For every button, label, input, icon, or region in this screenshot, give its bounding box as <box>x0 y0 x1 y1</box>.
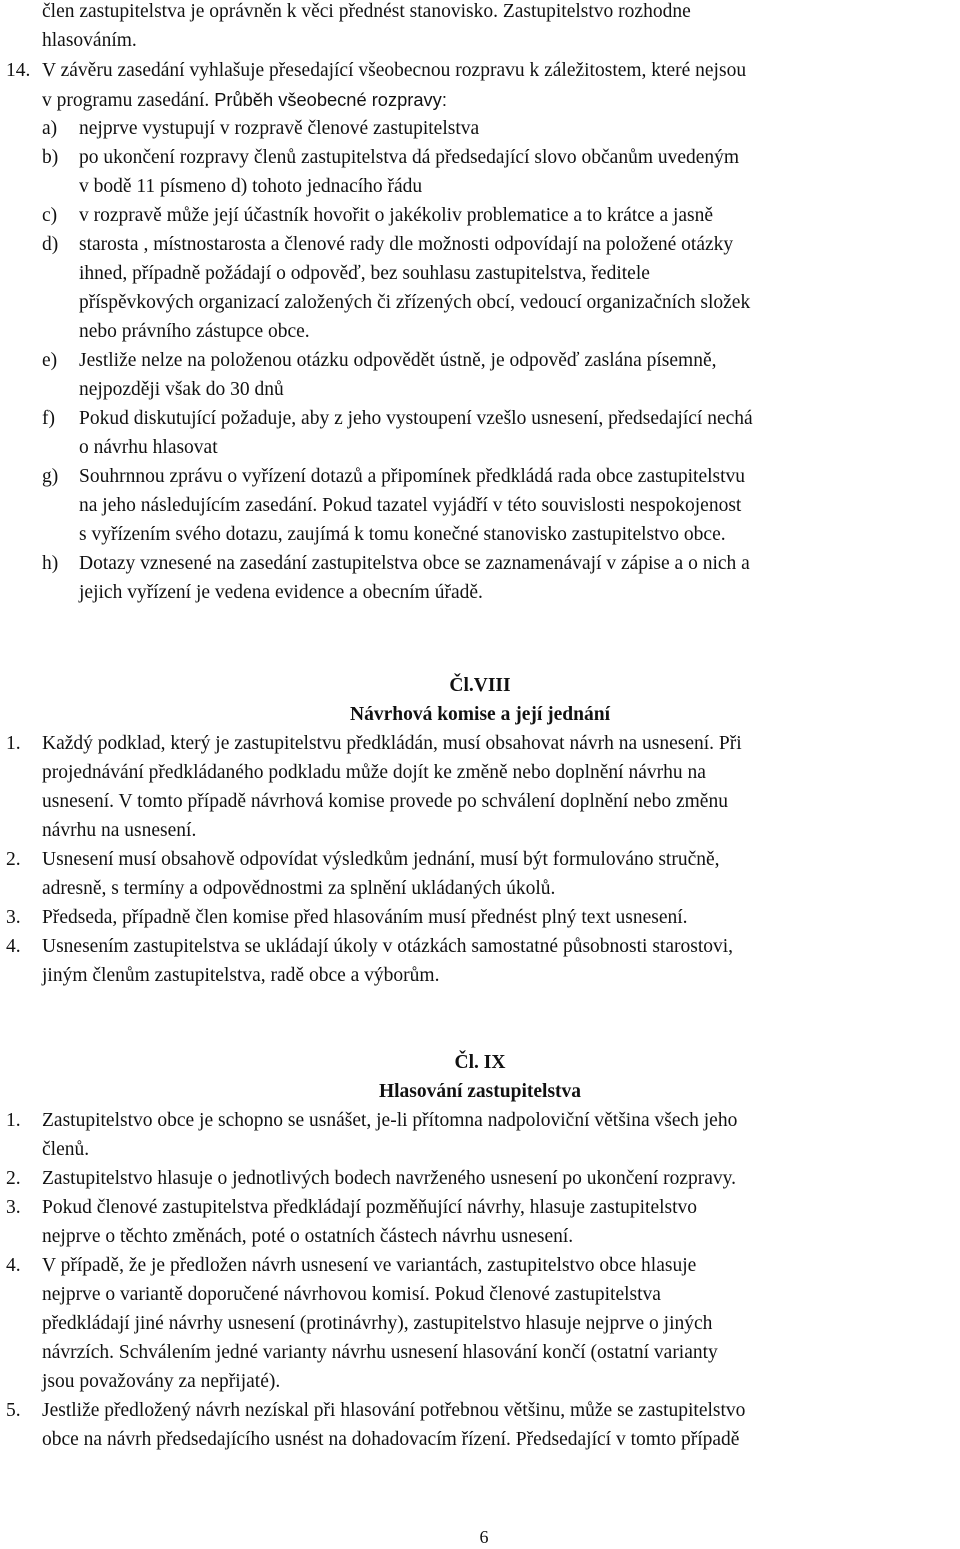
list-item-line: Dotazy vznesené na zasedání zastupitelstva obce se zaznamenávají v zápise a o nich a <box>79 553 750 574</box>
list-item-line: návrzích. Schválením jedné varianty návrhu usnesení hlasování končí (ostatní varianty <box>42 1342 718 1363</box>
article-number: Čl.VIII <box>449 675 511 696</box>
list-item-line: Pokud členové zastupitelstva předkládají pozměňující návrhy, hlasuje zastupitelstvo <box>42 1197 698 1218</box>
list-marker: 2. <box>6 849 21 870</box>
article-number: Čl. IX <box>454 1052 506 1073</box>
list-marker: a) <box>42 118 58 139</box>
list-item-line: Předseda, případně člen komise před hlasováním musí přednést plný text usnesení. <box>42 907 688 928</box>
list-item-line: s vyřízením svého dotazu, zaujímá k tomu konečné stanovisko zastupitelstvo obce. <box>79 524 726 545</box>
list-item-line: Usnesení musí obsahově odpovídat výsledkům jednání, musí být formulováno stručně, <box>42 849 720 870</box>
list-item-line: Zastupitelstvo hlasuje o jednotlivých bodech navrženého usnesení po ukončení rozpravy. <box>42 1168 737 1189</box>
list-marker: 4. <box>6 1255 21 1276</box>
list-item-line: starosta , místnostarosta a členové rady dle možnosti odpovídají na položené otázky <box>79 234 734 255</box>
list-item-line: v rozpravě může její účastník hovořit o jakékoliv problematice a to krátce a jasně <box>79 205 714 226</box>
list-item-line: Jestliže předložený návrh nezískal při hlasování potřebnou většinu, může se zastupitelstvo <box>42 1400 746 1421</box>
list-item-line: V případě, že je předložen návrh usnesení ve variantách, zastupitelstvo obce hlasuje <box>42 1255 697 1276</box>
list-item-line: Usnesením zastupitelstva se ukládají úkoly v otázkách samostatné působnosti starostovi, <box>42 936 734 957</box>
list-item-line: v bodě 11 písmeno d) tohoto jednacího řádu <box>79 176 423 197</box>
list-item-line: návrhu na usnesení. <box>42 820 197 841</box>
article-title: Návrhová komise a její jednání <box>350 704 610 725</box>
list-item-line: nejprve o variantě doporučené návrhovou komisí. Pokud členové zastupitelstva <box>42 1284 661 1305</box>
list-item-line: nejprve vystupují v rozpravě členové zastupitelstva <box>79 118 480 139</box>
page-number: 6 <box>479 1527 489 1547</box>
list-item-line: projednávání předkládaného podkladu může dojít ke změně nebo doplnění návrhu na <box>42 762 706 783</box>
list-marker: f) <box>42 408 55 429</box>
paragraph-line: hlasováním. <box>42 30 137 51</box>
list-marker: e) <box>42 350 58 371</box>
list-item-line: adresně, s termíny a odpovědnostmi za splnění ukládaných úkolů. <box>42 878 556 899</box>
list-marker: b) <box>42 147 59 168</box>
list-marker: 5. <box>6 1400 21 1421</box>
list-item-line: obce na návrh předsedajícího usnést na dohadovacím řízení. Předsedající v tomto případě <box>42 1429 740 1450</box>
list-item-line: Každý podklad, který je zastupitelstvu předkládán, musí obsahovat návrh na usnesení. Při <box>42 733 742 754</box>
list-item-line: Jestliže nelze na položenou otázku odpovědět ústně, je odpověď zaslána písemně, <box>79 350 717 371</box>
list-item-line: nejprve o těchto změnách, poté o ostatních částech návrhu usnesení. <box>42 1226 574 1247</box>
list-marker: 4. <box>6 936 21 957</box>
paragraph-line: V závěru zasedání vyhlašuje přesedající všeobecnou rozpravu k záležitostem, které nejsou <box>42 60 747 81</box>
list-item-line: ihned, případně požádají o odpověď, bez souhlasu zastupitelstva, ředitele <box>79 263 650 284</box>
list-item-line: jsou považovány za nepřijaté). <box>42 1371 281 1392</box>
list-marker: 2. <box>6 1168 21 1189</box>
list-item-line: předkládají jiné návrhy usnesení (protinávrhy), zastupitelstvo hlasuje nejprve o jiných <box>42 1313 713 1334</box>
list-marker: 3. <box>6 907 21 928</box>
list-marker: h) <box>42 553 59 574</box>
list-item-line: Souhrnnou zprávu o vyřízení dotazů a připomínek předkládá rada obce zastupitelstvu <box>79 466 746 487</box>
list-item-line: jiným členům zastupitelstva, radě obce a výborům. <box>42 965 440 986</box>
list-item-line: jejich vyřízení je vedena evidence a obecním úřadě. <box>79 582 483 603</box>
paragraph-line: člen zastupitelstva je oprávněn k věci přednést stanovisko. Zastupitelstvo rozhodne <box>42 1 691 22</box>
list-item-line: členů. <box>42 1139 90 1160</box>
list-item-line: Pokud diskutující požaduje, aby z jeho vystoupení vzešlo usnesení, předsedající nechá <box>79 408 753 429</box>
list-item-line: nebo právního zástupce obce. <box>79 321 310 342</box>
list-number: 14. <box>6 60 31 81</box>
list-item-line: příspěvkových organizací založených či zřízených obcí, vedoucí organizačních složek <box>79 292 751 313</box>
paragraph-text: v programu zasedání. <box>42 90 215 111</box>
article-title: Hlasování zastupitelstva <box>378 1081 582 1102</box>
list-item-line: nejpozději však do 30 dnů <box>79 379 284 400</box>
list-marker: 1. <box>6 733 21 754</box>
list-marker: c) <box>42 205 58 226</box>
list-item-line: na jeho následujícím zasedání. Pokud tazatel vyjádří v této souvislosti nespokojenost <box>79 495 742 516</box>
list-item-line: o návrhu hlasovat <box>79 437 218 458</box>
list-marker: 1. <box>6 1110 21 1131</box>
list-marker: d) <box>42 234 59 255</box>
list-marker: 3. <box>6 1197 21 1218</box>
list-marker: g) <box>42 466 59 487</box>
list-item-line: Zastupitelstvo obce je schopno se usnášet, je-li přítomna nadpoloviční většina všech jeho <box>42 1110 738 1131</box>
list-item-line: usnesení. V tomto případě návrhová komise provede po schválení doplnění nebo změnu <box>42 791 728 812</box>
list-item-line: po ukončení rozpravy členů zastupitelstva dá předsedající slovo občanům uvedeným <box>79 147 740 168</box>
paragraph-text: Průběh všeobecné rozpravy: <box>214 89 447 110</box>
paragraph-line <box>42 88 447 113</box>
